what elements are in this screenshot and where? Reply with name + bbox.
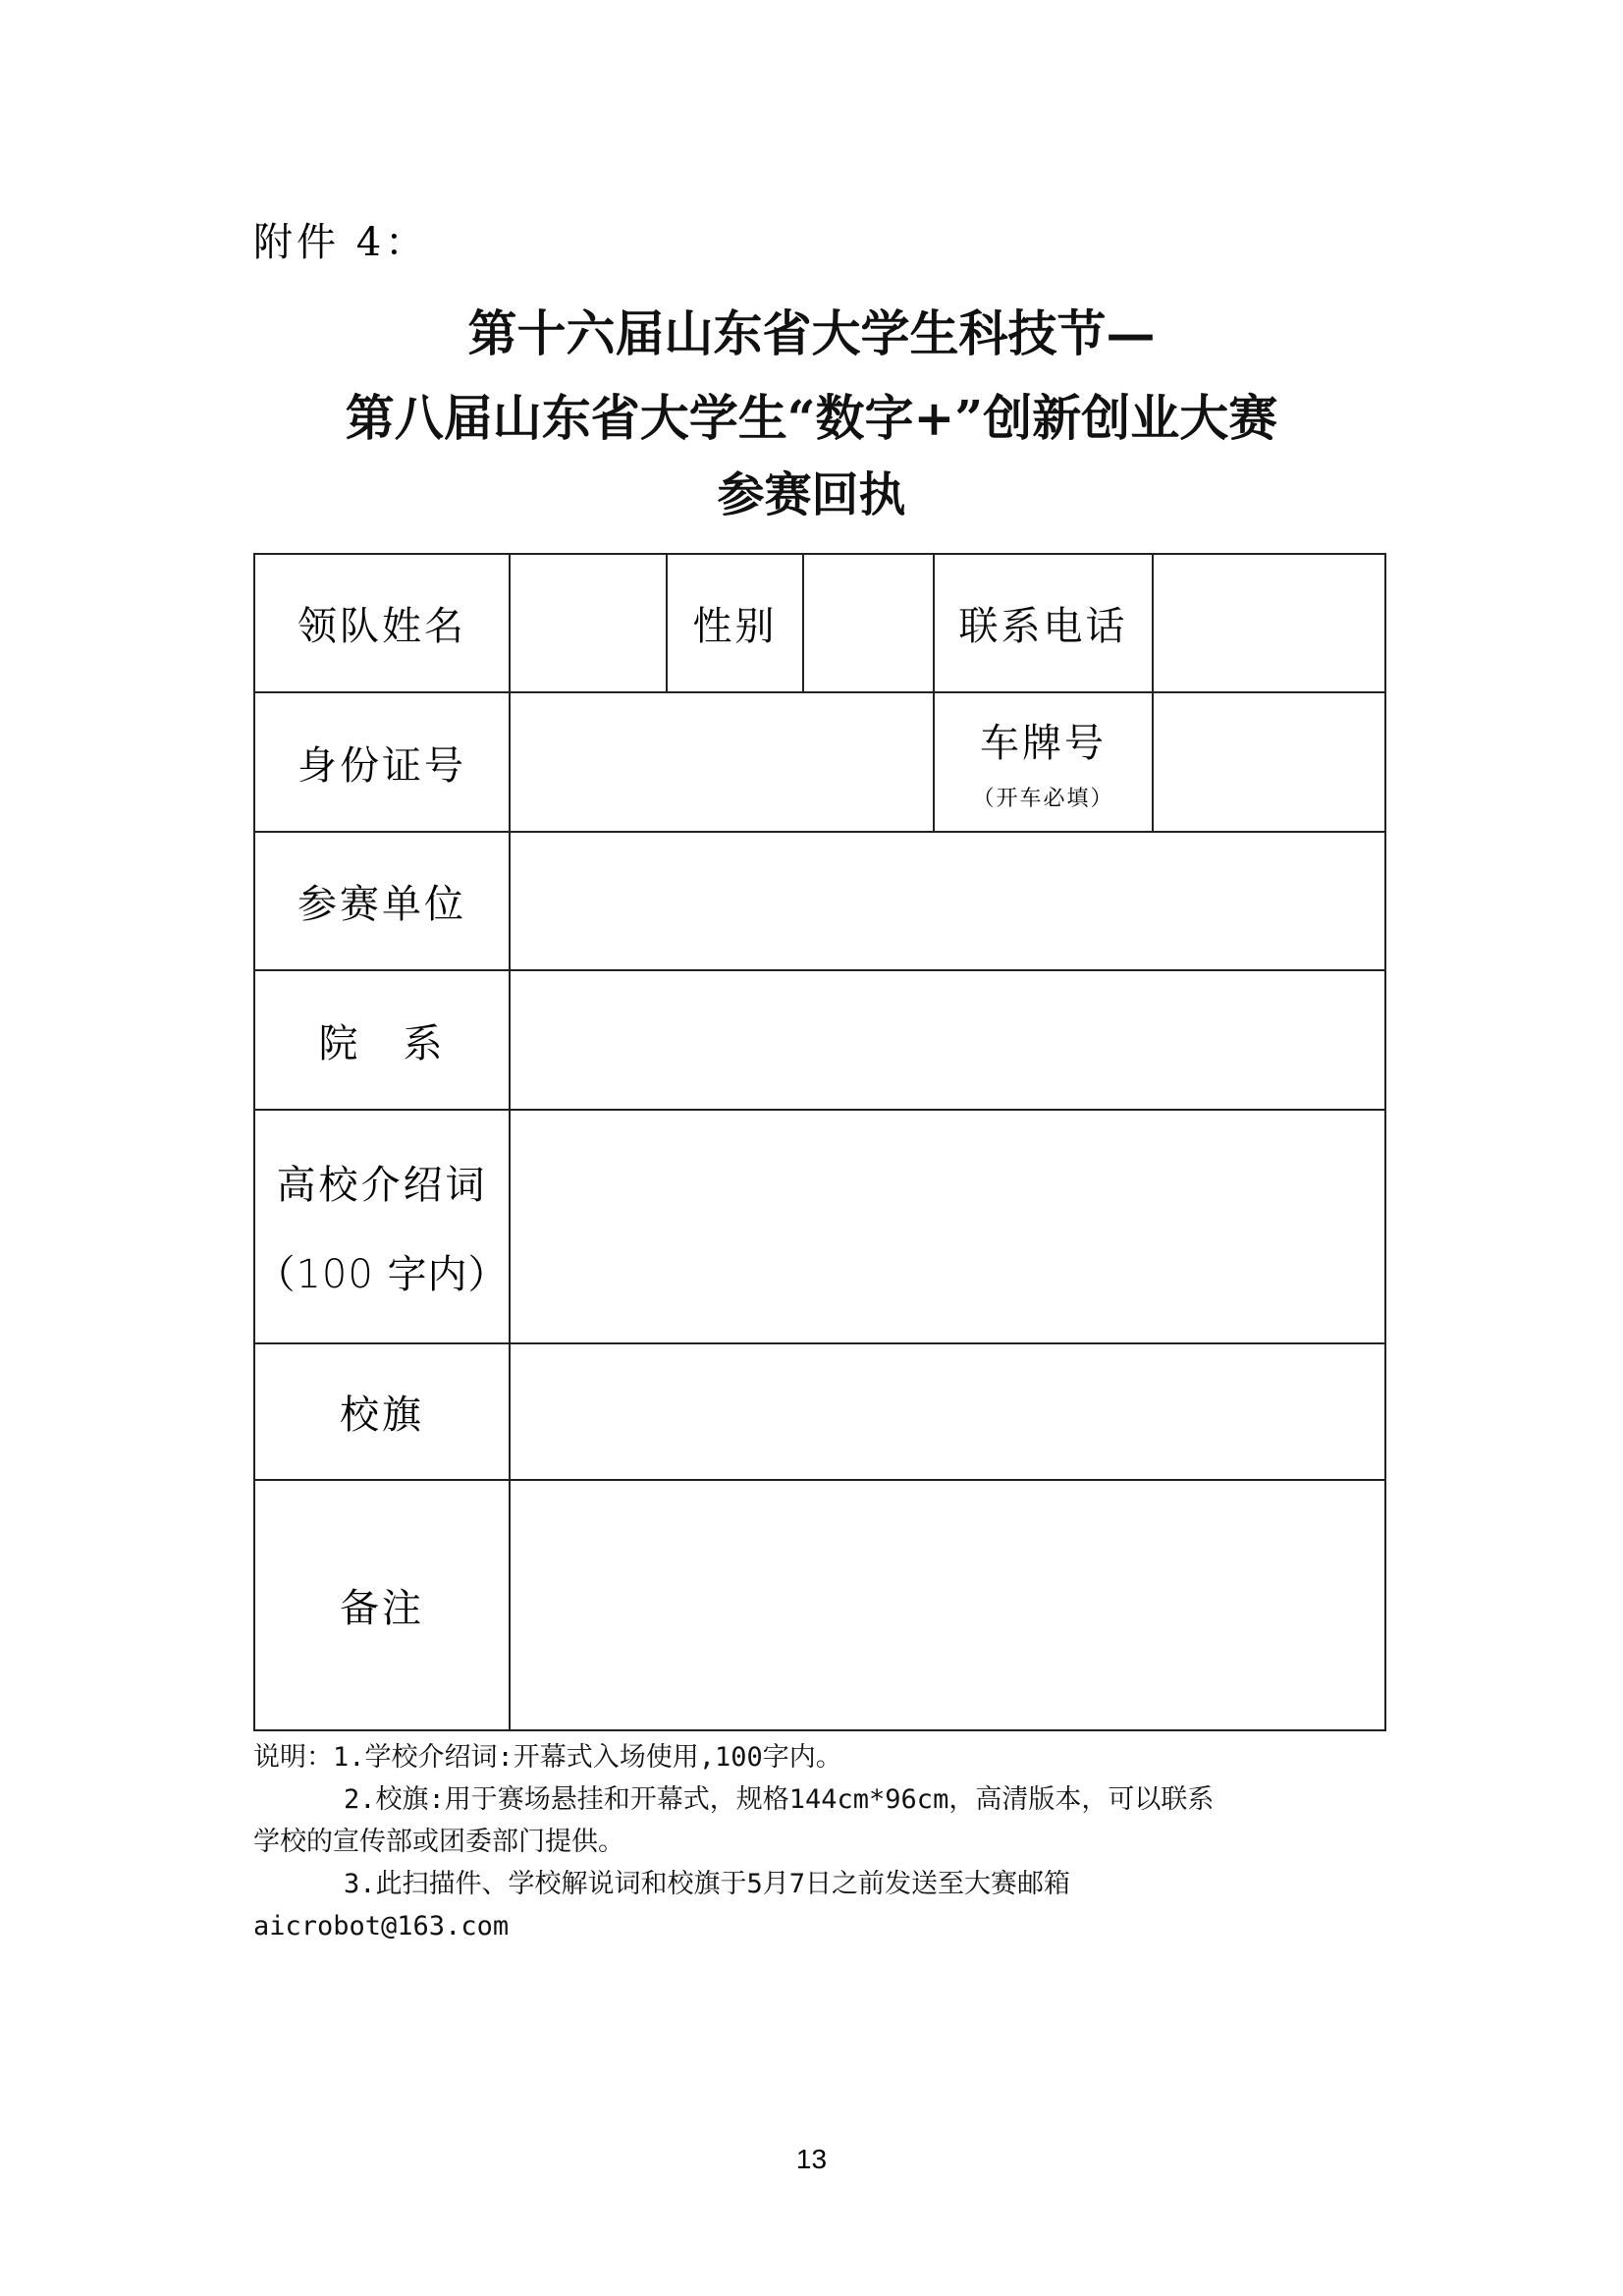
gender-field[interactable] [803,554,934,692]
intro-note: （100 字内） [255,1252,509,1297]
gender-label: 性别 [667,554,803,692]
phone-label: 联系电话 [934,554,1153,692]
department-label: 院 系 [254,970,510,1110]
intro-label: 高校介绍词 [276,1163,488,1208]
page-number: 13 [795,2144,828,2174]
note-line-3: 学校的宣传部或团委部门提供。 [253,1827,624,1857]
leader-name-field[interactable] [510,554,667,692]
intro-label-cell [254,1110,510,1343]
notes-section [253,1736,1392,1947]
intro-field[interactable] [510,1110,1385,1343]
plate-field[interactable] [1153,692,1385,832]
note-line-4: 3.此扫描件、学校解说词和校旗于5月7日之前发送至大赛邮箱 [344,1869,1071,1899]
department-field[interactable] [510,970,1385,1110]
flag-label: 校旗 [254,1343,510,1480]
id-number-field[interactable] [510,692,934,832]
title-line-2: 第八届山东省大学生“数字+”创新创业大赛 [345,389,1278,447]
flag-field[interactable] [510,1343,1385,1480]
registration-form-table [253,553,1386,1731]
attachment-label: 附件 4： [253,220,429,265]
unit-label: 参赛单位 [254,832,510,970]
note-line-5: aicrobot@163.com [253,1911,510,1941]
phone-field[interactable] [1153,554,1385,692]
remarks-field[interactable] [510,1480,1385,1730]
remarks-label: 备注 [254,1480,510,1730]
plate-label: 车牌号 [980,721,1107,766]
plate-label-cell [934,692,1153,832]
note-line-2: 2.校旗:用于赛场悬挂和开幕式，规格144cm*96cm，高清版本，可以联系 [344,1784,1215,1815]
leader-name-label: 领队姓名 [254,554,510,692]
title-line-3: 参赛回执 [717,467,906,522]
unit-field[interactable] [510,832,1385,970]
plate-note: （开车必填） [972,787,1114,811]
id-number-label: 身份证号 [254,692,510,832]
note-line-1: 说明：1.学校介绍词:开幕式入场使用,100字内。 [253,1742,842,1773]
title-line-1: 第十六届山东省大学生科技节— [467,304,1156,362]
